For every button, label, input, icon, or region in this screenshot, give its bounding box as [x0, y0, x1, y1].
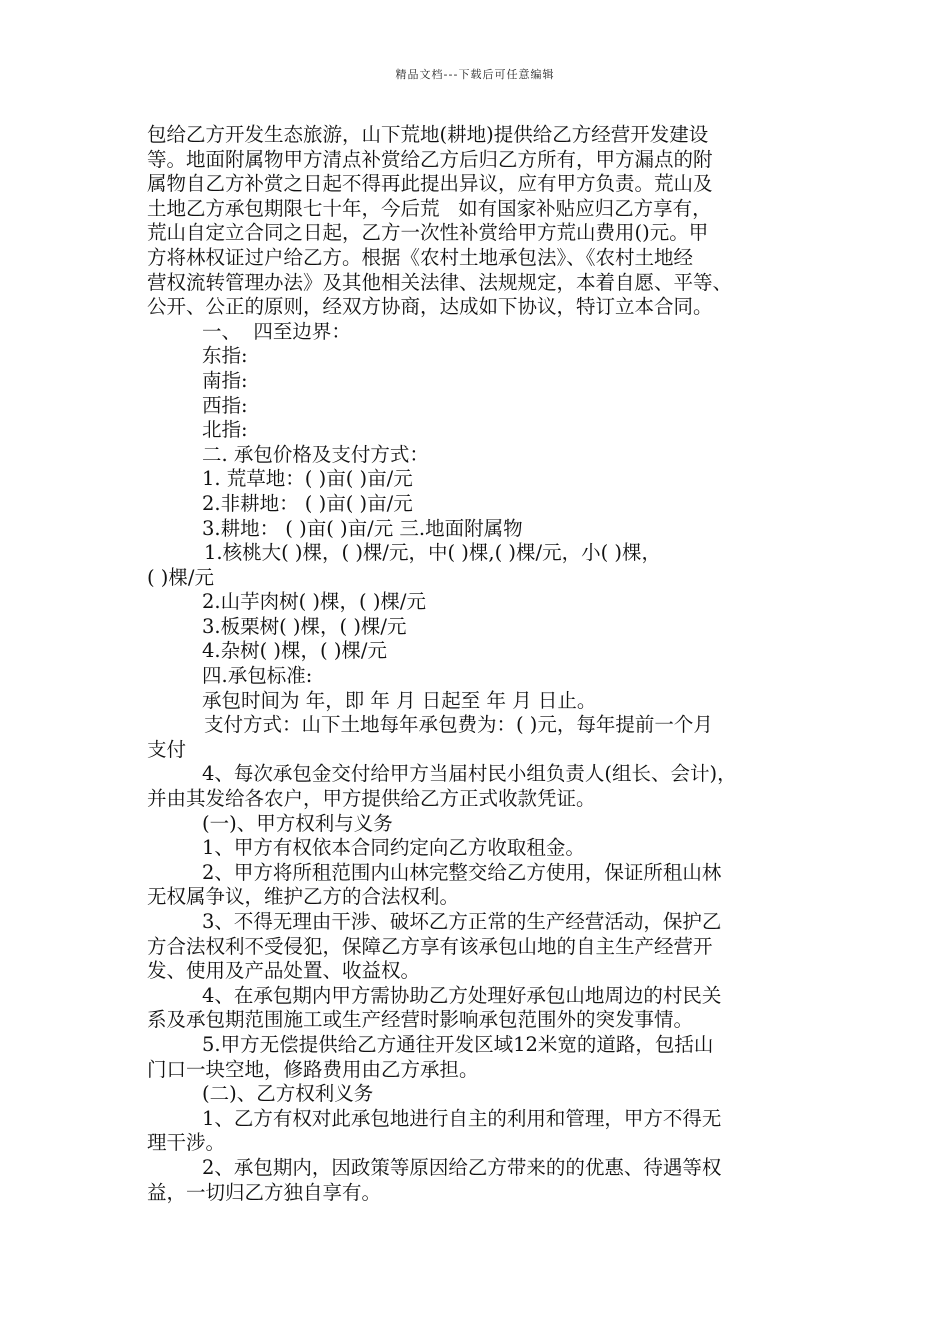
text-line: 3.板栗树( )棵，( )棵/元 — [202, 614, 407, 638]
text-line: 1.核桃大( )棵，( )棵/元，中( )棵,( )棵/元，小( )棵， — [204, 541, 662, 565]
text-line: 并由其发给各农户，甲方提供给乙方正式收款凭证。 — [147, 787, 596, 811]
text-line: 属物自乙方补赏之日起不得再此提出异议，应有甲方负责。荒山及 — [147, 172, 713, 196]
text-line: 益，一切归乙方独自享有。 — [147, 1180, 382, 1204]
text-line: 土地乙方承包期限七十年，今后荒 如有国家补贴应归乙方享有， — [147, 196, 712, 220]
text-line: 2.非耕地： ( )亩( )亩/元 — [202, 491, 413, 515]
text-line: 2、甲方将所租范围内山林完整交给乙方使用，保证所租山林 — [202, 860, 722, 884]
text-line: 5.甲方无偿提供给乙方通往开发区域12米宽的道路，包括山 — [202, 1032, 714, 1056]
text-line: 支付 — [147, 737, 187, 761]
text-line: 4、在承包期内甲方需协助乙方处理好承包山地周边的村民关 — [202, 983, 722, 1007]
text-line: 3.耕地： ( )亩( )亩/元 三.地面附属物 — [202, 516, 523, 540]
text-line: 荒山自定立合同之日起，乙方一次性补赏给甲方荒山费用()元。甲 — [147, 221, 709, 245]
page-header: 精品文档---下载后可任意编辑 — [395, 68, 555, 81]
text-line: ( )棵/元 — [147, 565, 214, 589]
text-line: 南指: — [202, 368, 248, 392]
text-line: 理干涉。 — [147, 1131, 226, 1155]
text-line: 方将林权证过户给乙方。根据《农村土地承包法》、《农村土地经 — [147, 245, 694, 269]
text-line: 一、 四至边界： — [202, 319, 351, 343]
text-line: 2.山芋肉树( )棵，( )棵/元 — [202, 590, 427, 614]
text-line: 门口一块空地，修路费用由乙方承担。 — [147, 1057, 479, 1081]
contract-body — [147, 123, 825, 1205]
text-line: 1. 荒草地：( )亩( )亩/元 — [202, 467, 413, 491]
text-line: 4、每次承包金交付给甲方当届村民小组负责人(组长、会计)， — [202, 762, 737, 786]
text-line: 承包时间为 年，即 年 月 日起至 年 月 日止。 — [202, 688, 597, 712]
text-line: (一)、甲方权利与义务 — [202, 811, 393, 835]
text-line: (二)、乙方权利义务 — [202, 1082, 374, 1106]
text-line: 2、承包期内，因政策等原因给乙方带来的的优惠、待遇等权 — [202, 1155, 722, 1179]
text-line: 包给乙方开发生态旅游，山下荒地(耕地)提供给乙方经营开发建设 — [147, 123, 709, 146]
text-line: 北指: — [202, 418, 248, 442]
text-line: 东指: — [202, 344, 248, 368]
text-line: 系及承包期范围施工或生产经营时影响承包范围外的突发事情。 — [147, 1008, 694, 1032]
text-line: 发、使用及产品处置、收益权。 — [147, 959, 421, 983]
text-line: 4.杂树( )棵，( )棵/元 — [202, 639, 388, 663]
text-line: 西指: — [202, 393, 248, 417]
text-line: 营权流转管理办法》及其他相关法律、法规规定，本着自愿、平等、 — [147, 270, 733, 294]
text-line: 无权属争议，维护乙方的合法权利。 — [147, 885, 460, 909]
text-line: 二. 承包价格及支付方式： — [202, 442, 429, 466]
text-line: 支付方式：山下土地每年承包费为：( )元，每年提前一个月 — [204, 713, 713, 737]
text-line: 四.承包标准: — [202, 664, 313, 688]
text-line: 1、乙方有权对此承包地进行自主的利用和管理，甲方不得无 — [202, 1106, 722, 1130]
text-line: 等。地面附属物甲方清点补赏给乙方后归乙方所有，甲方漏点的附 — [147, 147, 713, 171]
text-line: 方合法权利不受侵犯，保障乙方享有该承包山地的自主生产经营开 — [147, 934, 713, 958]
text-line: 3、不得无理由干涉、破坏乙方正常的生产经营活动，保护乙 — [202, 910, 722, 933]
text-line: 公开、公正的原则，经双方协商，达成如下协议，特订立本合同。 — [147, 295, 713, 319]
text-line: 1、甲方有权依本合同约定向乙方收取租金。 — [202, 836, 585, 860]
